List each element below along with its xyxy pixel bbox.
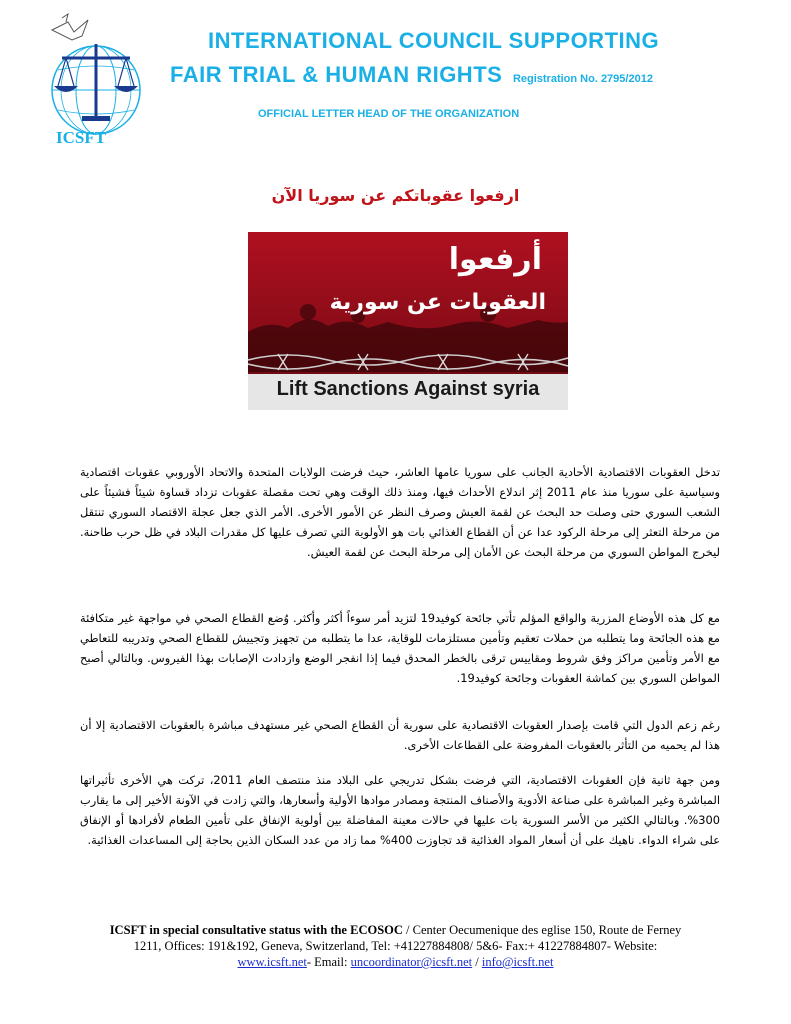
banner-caption: Lift Sanctions Against syria xyxy=(276,378,540,400)
footer-line2: 1211, Offices: 191&192, Geneva, Switzerland, Tel: +41227884808/ 5&6- Fax:+ 41227884807- Website: xyxy=(133,939,658,953)
footer-line1 xyxy=(40,922,751,938)
body-paragraph-4: ومن جهة ثانية فإن العقوبات الاقتصادية، التي فرضت بشكل تدريجي على البلاد منذ منتصف العام 2011، تركت هي الأخرى تأثيراتها المباشرة وغير المباشرة على صناعة الأدوية والأصناف المنتجة ومصادر موادها الأولية وأسعارها، والتي زادت في الآونة الأخير إلى ما يقارب 300%. وبالتالي الكثير من الأسر السورية بات عليها في حالات معينة المفاضلة بين أولوية الإنفاق على تأمين الطعام لأفرادها أو الإنفاق على شراء الدواء. ناهيك على أن أسعار المواد الغذائية قد تجاوزت 400% مما زاد من عدد السكان الذين بحاجة إلى المساعدات الغذائية. xyxy=(80,773,720,847)
footer-address: / Center Oecumenique des eglise 150, Route de Ferney xyxy=(402,923,682,937)
official-letterhead-label: OFFICIAL LETTER HEAD OF THE ORGANIZATION xyxy=(258,108,520,120)
footer-contact xyxy=(40,922,751,970)
website-link[interactable]: www.icsft.net xyxy=(237,955,307,969)
org-name-line2-text: FAIR TRIAL & HUMAN RIGHTS xyxy=(170,62,503,87)
body-paragraph-1: تدخل العقوبات الاقتصادية الأحادية الجانب على سوريا عامها العاشر، حيث فرضت الولايات المتحدة والاتحاد الأوروبي عقوبات اقتصادية وسياسية على سوريا منذ عام 2011 إثر اندلاع الأحداث فيها، ومنذ ذلك الوقت وهي تحت مقصلة عقوبات تزداد قساوة شيئاً فشيئاً على الشعب السوري حتى وصلت حد البحث عن لقمة العيش وصرف النظر عن الأمور الأخرى. الأمر الذي جعل عجلة الاقتصاد السوري تنتقل من مرحلة التعثر إلى مرحلة الركود عدا عن أن القطاع الغذائي بات هو الأولوية التي تصرف عليها كل مقدرات البلاد في ظل حرب طاحنة. ليخرج المواطن السوري من مرحلة البحث عن الأمان إلى مرحلة البحث عن لقمة العيش. xyxy=(80,465,720,559)
body-paragraph-2: مع كل هذه الأوضاع المزرية والواقع المؤلم تأتي جائحة كوفيد19 لتزيد أمر سوءاً أكثر وأكثر. وُضع القطاع الصحي في مواجهة غير متكافئة مع هذه الجائحة وما يتطلبه من حملات تعقيم وتأمين مستلزمات للوقاية، عدا ما يتطلبه من تجهيز وتجييش للقطاع الصحي وتدريبه للتعاطي مع الأمر وتأمين مراكز وفق شروط ومقاييس ترقى بالخطر المحدق فيما إذا انفجر الوضع وازدادت الإصابات بهذا الفيروس. وبالتالي أصبح المواطن السوري بين كماشة العقوبات وجائحة كوفيد19. xyxy=(80,611,720,685)
footer-line3 xyxy=(40,954,751,970)
banner-arabic-line2: العقوبات عن سورية xyxy=(329,290,546,315)
email-link-coordinator[interactable]: uncoordinator@icsft.net xyxy=(350,955,473,969)
lift-sanctions-banner xyxy=(248,232,568,410)
email-separator: / xyxy=(472,955,482,969)
footer-status: ICSFT in special consultative status with the ECOSOC xyxy=(109,923,403,937)
body-paragraph-3: رغم زعم الدول التي قامت بإصدار العقوبات الاقتصادية على سورية أن القطاع الصحي غير مستهدف مباشرة بالعقوبات الاقتصادية إلا أن هذا لم يحميه من التأثر بالعقوبات المفروضة على القطاعات الأخرى. xyxy=(80,718,720,752)
org-name-line2 xyxy=(170,62,653,88)
icsft-logo xyxy=(38,10,156,150)
org-name-line1: INTERNATIONAL COUNCIL SUPPORTING xyxy=(208,28,660,53)
email-link-info[interactable]: info@icsft.net xyxy=(481,955,554,969)
email-label: - Email: xyxy=(306,955,351,969)
document-title: ارفعوا عقوباتكم عن سوريا الآن xyxy=(271,186,520,205)
registration-number: Registration No. 2795/2012 xyxy=(512,73,653,85)
banner-arabic-line1: أرفعوا xyxy=(448,242,542,277)
logo-text: ICSFT xyxy=(56,128,107,147)
